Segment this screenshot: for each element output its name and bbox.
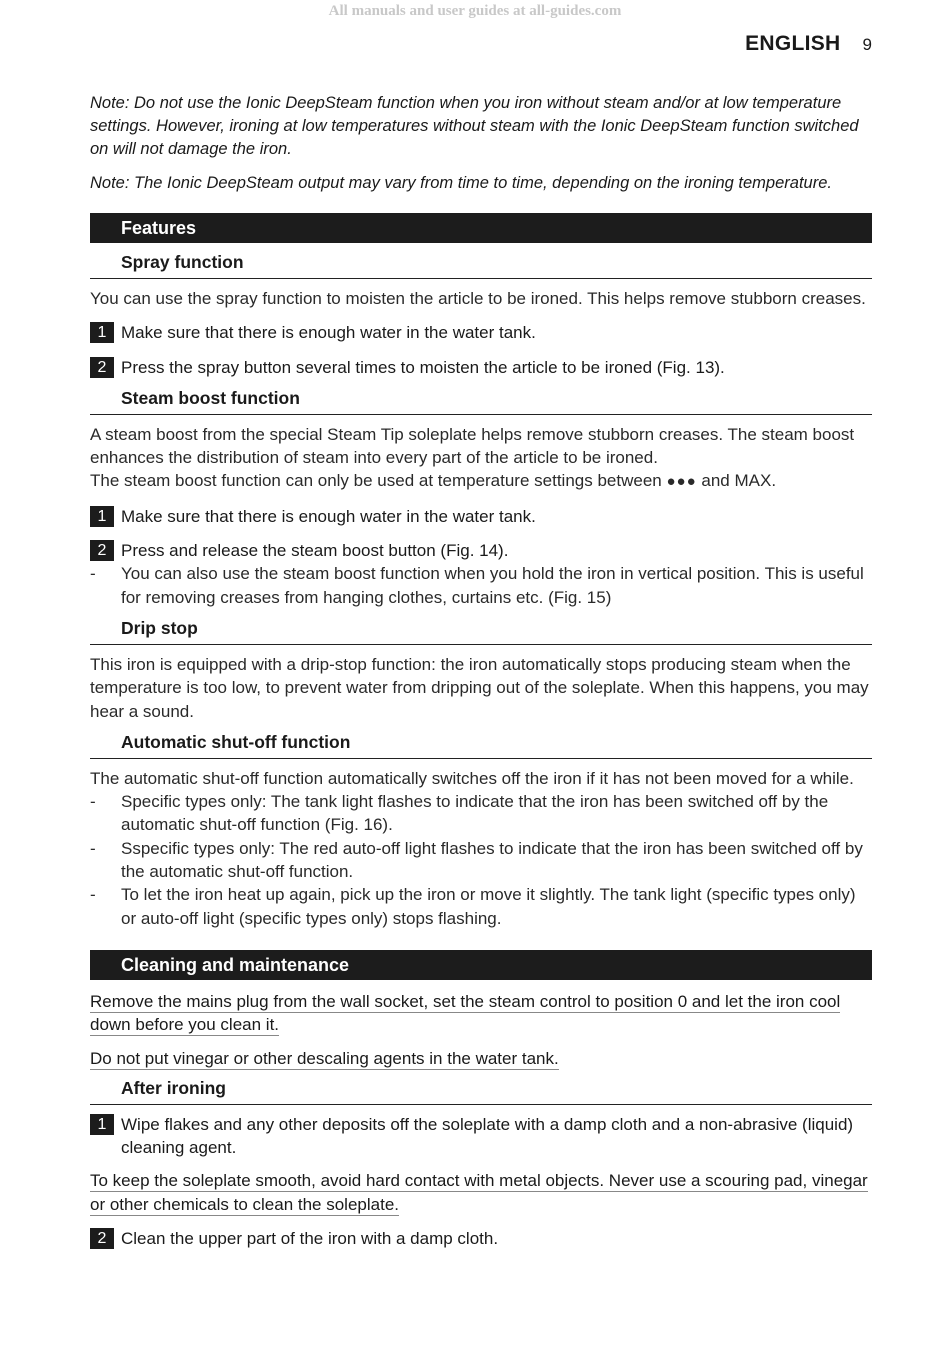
bullet-text: Specific types only: The tank light flashes to indicate that the iron has been switched off by the automatic shut-off function (Fig. 16). — [121, 792, 829, 835]
cleaning-warning-2-block — [90, 1047, 872, 1070]
subsection-after-ironing-header: After ironing — [90, 1072, 872, 1105]
bullet-text: You can also use the steam boost function when you hold the iron in vertical position. This is useful for removing creases from hanging clothes, curtains etc. (Fig. 15) — [121, 564, 864, 607]
steam-boost-temperature-note — [90, 469, 872, 493]
section-cleaning-header: Cleaning and maintenance — [90, 950, 872, 980]
spray-step-1 — [90, 321, 872, 344]
note-deepsteam-low-temp: Note: Do not use the Ionic DeepSteam function when you iron without steam and/or at low temperature settings. However, ironing at low temperatures without steam with the Ionic DeepSteam function switched on will not damage the iron. — [90, 94, 859, 158]
language-label: ENGLISH — [745, 32, 841, 55]
step-number: 2 — [90, 1228, 114, 1249]
cleaning-warning-unplug: Remove the mains plug from the wall socket, set the steam control to position 0 and let the iron cool down before you clean it. — [90, 991, 841, 1035]
steam-boost-intro: A steam boost from the special Steam Tip soleplate helps remove stubborn creases. The steam boost enhances the distribution of steam into every part of the article to be ironed. — [90, 424, 855, 468]
step-text: Wipe flakes and any other deposits off the soleplate with a damp cloth and a non-abrasive (liquid) cleaning agent. — [121, 1114, 854, 1158]
subsection-drip-stop-header: Drip stop — [90, 612, 872, 645]
temp-note-before: The steam boost function can only be used at temperature settings between — [90, 471, 662, 491]
note-deepsteam-output: Note: The Ionic DeepSteam output may vary from time to time, depending on the ironing temperature. — [90, 174, 832, 192]
steam-boost-bullet — [90, 562, 872, 609]
page-content — [90, 92, 872, 1250]
bullet-text: Sspecific types only: The red auto-off light flashes to indicate that the iron has been switched off by the automatic shut-off function. — [121, 838, 863, 882]
bullet-dash: - — [90, 564, 96, 584]
page-number: 9 — [862, 35, 872, 54]
section-features-header: Features — [90, 213, 872, 243]
step-text: Make sure that there is enough water in the water tank. — [121, 323, 536, 343]
page-header — [745, 32, 872, 56]
shutoff-intro: The automatic shut-off function automatically switches off the iron if it has not been moved for a while. — [90, 768, 854, 788]
step-text: Press the spray button several times to moisten the article to be ironed (Fig. 13). — [121, 357, 725, 377]
soleplate-warning: To keep the soleplate smooth, avoid hard contact with metal objects. Never use a scouring pad, vinegar or other chemicals to clean the soleplate. — [90, 1171, 868, 1214]
soleplate-warning-block — [90, 1169, 872, 1216]
shutoff-bullet-3 — [90, 883, 872, 930]
subsection-shutoff-header: Automatic shut-off function — [90, 726, 872, 759]
shutoff-bullet-1 — [90, 790, 872, 837]
step-number: 1 — [90, 1114, 114, 1135]
step-number: 1 — [90, 506, 114, 527]
cleaning-warning-1-block — [90, 990, 872, 1037]
bullet-dash: - — [90, 838, 96, 858]
subsection-spray-header: Spray function — [90, 246, 872, 279]
bullet-text: To let the iron heat up again, pick up the iron or move it slightly. The tank light (specific types only) or auto-off light (specific types only) stops flashing. — [121, 885, 856, 928]
temp-note-after: and MAX. — [701, 471, 777, 491]
drip-stop-intro: This iron is equipped with a drip-stop function: the iron automatically stops producing steam when the temperature is too low, to prevent water from dripping out of the soleplate. When this happens, you may hear a sound. — [90, 654, 869, 721]
shutoff-bullet-2 — [90, 837, 872, 884]
spray-step-2 — [90, 356, 872, 379]
step-number: 1 — [90, 322, 114, 343]
cleaning-warning-vinegar: Do not put vinegar or other descaling agents in the water tank. — [90, 1048, 559, 1068]
bullet-dash: - — [90, 792, 96, 812]
bullet-dash: - — [90, 885, 96, 905]
watermark: All manuals and user guides at all-guides.com — [328, 3, 622, 19]
spray-intro: You can use the spray function to moisten the article to be ironed. This helps remove stubborn creases. — [90, 289, 866, 308]
subsection-steam-boost-header: Steam boost function — [90, 382, 872, 415]
after-ironing-step-1 — [90, 1113, 872, 1160]
temperature-dots-icon: ●●● — [666, 473, 697, 491]
step-number: 2 — [90, 540, 114, 561]
after-ironing-step-2 — [90, 1227, 872, 1250]
step-text: Clean the upper part of the iron with a damp cloth. — [121, 1229, 499, 1249]
step-number: 2 — [90, 357, 114, 378]
steam-boost-step-1 — [90, 505, 872, 528]
step-text: Press and release the steam boost button (Fig. 14). — [121, 541, 509, 561]
steam-boost-step-2 — [90, 539, 872, 562]
step-text: Make sure that there is enough water in the water tank. — [121, 506, 536, 526]
